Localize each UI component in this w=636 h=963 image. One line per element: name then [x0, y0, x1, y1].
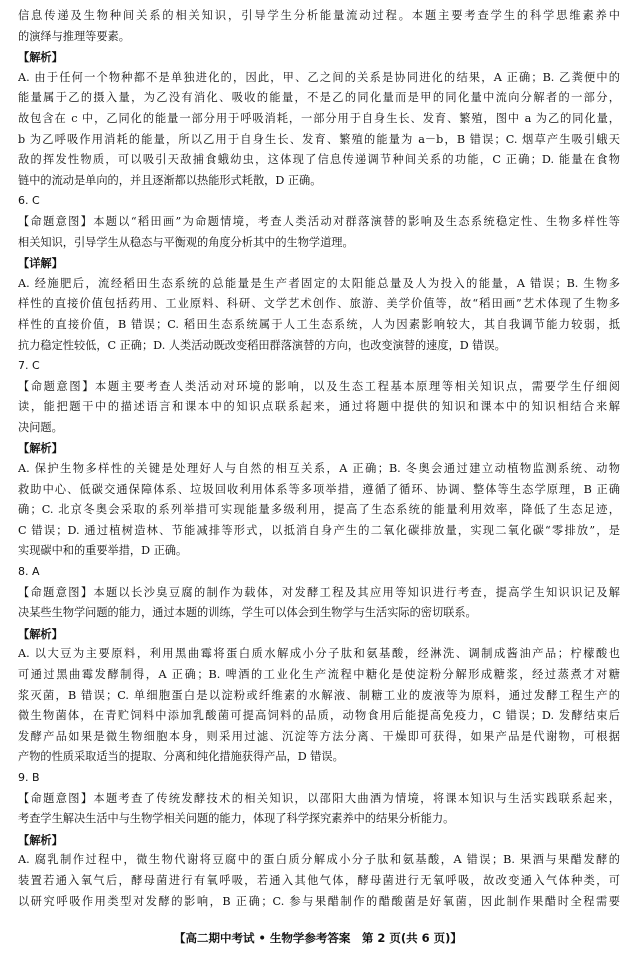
text-line: 【命题意图】本题考查了传统发酵技术的相关知识，以邵阳大曲酒为情境，将课本知识与生活实践联系起来， — [18, 791, 620, 805]
text-line: 决某些生物学问题的能力，通过本题的训练，学生可以体会到生物学与生活实际的密切联系。 — [18, 606, 477, 620]
text-line: 可通过黑曲霉发酵制得，A 正确；B. 啤酒的工业化生产流程中糖化是使淀粉分解形成糖浆，经过蒸煮才对糖 — [18, 668, 620, 681]
text-line: A. 腐乳制作过程中，微生物代谢将豆腐中的蛋白质分解成小分子肽和氨基酸，A 错误；B. 果酒与果醋发酵的 — [18, 853, 620, 867]
text-line: A. 以大豆为主要原料，利用黑曲霉将蛋白质水解成小分子肽和氨基酸，经淋洗、调制成酱油产品；柠檬酸也 — [18, 647, 620, 661]
text-line: 以研究呼吸作用类型对发酵的影响，B 正确；C. 参与果醋制作的醋酸菌是好氧菌，因此制作果醋时全程需要 — [18, 894, 620, 908]
text-line: 实现碳中和的重要举措，D 正确。 — [18, 544, 188, 558]
text-line: 装置若通入氧气后，酵母菌进行有氧呼吸，若通入其他气体，酵母菌进行无氧呼吸，故改变通入气体种类，可 — [18, 873, 620, 887]
text-line: 发酵产品如果是微生物细胞本身，则采用过滤、沉淀等方法分离、干燥即可获得，如果产品是代谢物，可根据 — [18, 729, 620, 743]
text-line: 样性的直接价值，B 错误；C. 稻田生态系统属于人工生态系统，人为因素影响较大，其自我调节能力较弱，抵 — [18, 317, 620, 331]
text-line: 产物的性质采取适当的提取、分离和纯化措施获得产品，D 错误。 — [18, 750, 344, 764]
text-line: 链中的流动是单向的，并且逐渐都以热能形式耗散，D 正确。 — [18, 173, 322, 187]
text-line: 【解析】 — [18, 50, 63, 65]
text-line: 救助中心、低碳交通保障体系、垃圾回收利用体系等多项举措，遵循了循环、协调、整体等生态学原理，B 正确 — [18, 482, 620, 496]
text-line: A. 由于任何一个物种都不是单独进化的，因此，甲、乙之间的关系是协同进化的结果，A 正确；B. 乙粪便中的 — [18, 70, 620, 84]
text-line: 相关知识，引导学生从稳态与平衡观的角度分析其中的生物学道理。 — [18, 235, 354, 249]
text-line: A. 经施肥后，流经稻田生态系统的总能量是生产者固定的太阳能总量及人为投入的能量，A 错误；B. 生物多 — [18, 276, 620, 290]
text-line: 【命题意图】本题以“稻田画”为命题情境，考查人类活动对群落演替的影响及生态系统稳定性、生物多样性等 — [18, 214, 620, 228]
text-line: A. 保护生物多样性的关键是处理好人与自然的相互关系，A 正确；B. 冬奥会通过建立动植物监测系统、动物 — [18, 462, 620, 476]
text-line: 敌的挥发性物质，可以吸引天敌捕食蛾幼虫，这体现了信息传递调节种间关系的功能，C 正确；D. 能量在食物 — [18, 153, 620, 167]
text-line: 浆灭菌，B 错误；C. 单细胞蛋白是以淀粉或纤维素的水解液、制糖工业的废液等为原料，通过发酵工程生产的 — [18, 688, 620, 702]
text-line: 决问题。 — [18, 420, 63, 434]
text-line: 的演绎与推理等要素。 — [18, 29, 130, 43]
page-footer: 【高二期中考试 • 生物学参考答案 第 2 页(共 6 页)】 — [174, 931, 462, 945]
text-line: b 为乙呼吸作用消耗的能量，所以乙用于自身生长、发育、繁殖的能量为 a－b，B 错误；C. 烟草产生吸引蛾天 — [18, 132, 620, 146]
text-line: C 错误；D. 通过植树造林、节能减排等形式，以抵消自身产生的二氧化碳排放量，实现二氧化碳“零排放”，是 — [18, 523, 620, 537]
text-line: 【命题意图】本题主要考查人类活动对环境的影响，以及生态工程基本原理等相关知识点，需要学生仔细阅 — [18, 379, 620, 393]
text-line: 【解析】 — [18, 441, 63, 456]
text-line: 6. C — [18, 194, 40, 208]
text-line: 【解析】 — [18, 832, 63, 847]
text-line: 样性的直接价值包括药用、工业原料、科研、文学艺术创作、旅游、美学价值等，故“稻田画”艺术体现了生物多 — [18, 297, 620, 311]
text-line: 7. C — [18, 359, 40, 373]
text-line: 考查学生解决生活中与生物学相关问题的能力，体现了科学探究素养中的结果分析能力。 — [18, 812, 455, 826]
text-line: 【详解】 — [18, 256, 63, 271]
text-line: 【命题意图】本题以长沙臭豆腐的制作为载体，对发酵工程及其应用等知识进行考查，提高学生知识识记及解 — [18, 585, 620, 599]
text-line: 微生物菌体，在青贮饲料中添加乳酸菌可提高饲料的品质，动物食用后能提高免疫力，C 错误；D. 发酵结束后 — [18, 709, 620, 723]
text-line: 9. B — [18, 770, 40, 784]
text-line: 【解析】 — [18, 626, 63, 641]
text-line: 读，能把题干中的描述语言和课本中的知识点联系起来，通过将题中提供的知识和课本中的知识相结合来解 — [18, 400, 620, 414]
text-line: 8. A — [18, 565, 40, 579]
text-line: 故包含在 c 中，乙同化的能量一部分用于呼吸消耗，一部分用于自身生长、发育、繁殖，图中 a 为乙的同化量， — [18, 111, 620, 125]
text-line: 抗力稳定性较低，C 正确；D. 人类活动既改变稻田群落演替的方向，也改变演替的速度，D 错误。 — [18, 338, 506, 352]
text-line: 信息传递及生物种间关系的相关知识，引导学生分析能量流动过程。本题主要考查学生的科学思维素养中 — [18, 9, 620, 22]
text-line: 确；C. 北京冬奥会采取的系列举措可实现能量多级利用，提高了生态系统的能量利用效率，降低了生态足迹， — [18, 503, 620, 517]
text-line: 能量属于乙的摄入量，为乙没有消化、吸收的能量，不是乙的同化量而是甲的同化量中流向分解者的一部分， — [18, 91, 620, 105]
answer-content — [18, 6, 620, 912]
